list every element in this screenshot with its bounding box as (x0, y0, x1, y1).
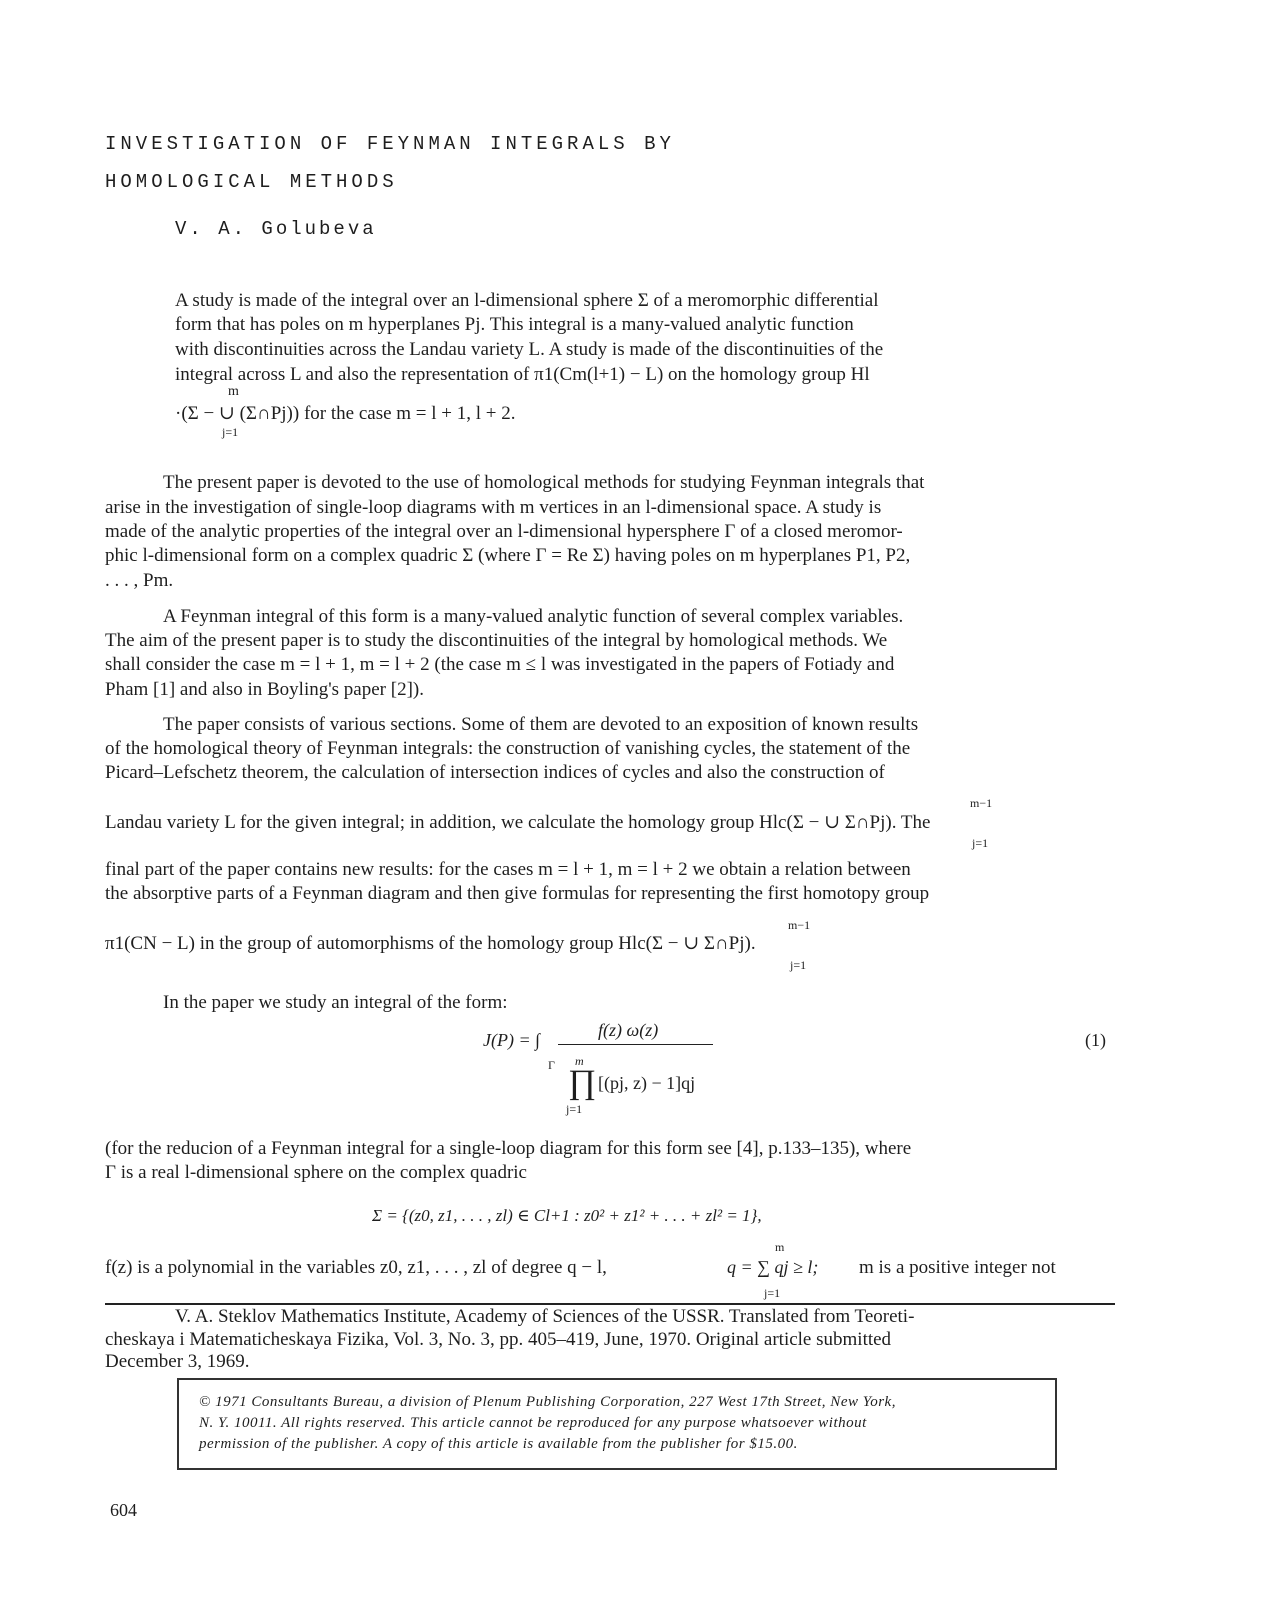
abstract-line-2: form that has poles on m hyperplanes Pj. This integral is a many-valued analytic function (175, 314, 854, 335)
body-line-19: Γ is a real l-dimensional sphere on the complex quadric (105, 1162, 527, 1183)
abstract-union-bottom: j=1 (222, 425, 239, 439)
body-line-8: shall consider the case m = l + 1, m = l + 2 (the case m ≤ l was investigated in the papers of Fotiady and (105, 654, 895, 675)
footnote-line-1: V. A. Steklov Mathematics Institute, Academy of Sciences of the USSR. Translated from Teoreti- (175, 1306, 915, 1327)
paper-title-line-1: INVESTIGATION OF FEYNMAN INTEGRALS BY (105, 133, 675, 155)
abstract-line-4: integral across L and also the representation of π1(Cm(l+1) − L) on the homology group Hl (175, 364, 870, 385)
body-line-12: Picard–Lefschetz theorem, the calculation of intersection indices of cycles and also the construction of (105, 762, 885, 783)
body-line-20: f(z) is a polynomial in the variables z0, z1, . . . , zl of degree q − l, (105, 1257, 607, 1278)
abstract-union-top: m (228, 384, 239, 399)
body-line-2: arise in the investigation of single-loop diagrams with m vertices in an l-dimensional space. A study is (105, 497, 882, 518)
author-name: V. A. Golubeva (175, 218, 377, 240)
abstract-line-1: A study is made of the integral over an l-dimensional sphere Σ of a meromorphic differential (175, 290, 879, 311)
quadric-equation: Σ = {(z0, z1, . . . , zl) ∈ Cl+1 : z0² + z1² + . . . + zl² = 1}, (372, 1206, 762, 1225)
equation-1-numerator: f(z) ω(z) (598, 1020, 659, 1040)
body-line-16: π1(CN − L) in the group of automorphisms of the homology group Hlc(Σ − ∪ Σ∩Pj). (105, 933, 756, 954)
body-line-11: of the homological theory of Feynman integrals: the construction of vanishing cycles, the statement of the (105, 738, 911, 759)
equation-1-denominator: [(pj, z) − 1]qj (598, 1073, 696, 1093)
copyright-line-1: © 1971 Consultants Bureau, a division of Plenum Publishing Corporation, 227 West 17th Street, New York, (199, 1394, 896, 1410)
copyright-notice (177, 1378, 1057, 1470)
body-line-15: the absorptive parts of a Feynman diagram and then give formulas for representing the first homotopy group (105, 883, 930, 904)
equation-1-gamma: Γ (548, 1058, 555, 1072)
body-line-3: made of the analytic properties of the integral over an l-dimensional hypersphere Γ of a closed meromor- (105, 521, 903, 542)
footnote-line-2: cheskaya i Matematicheskaya Fizika, Vol. 3, No. 3, pp. 405–419, June, 1970. Original article submitted (105, 1329, 892, 1350)
body-line-9: Pham [1] and also in Boyling's paper [2]). (105, 679, 424, 700)
copyright-line-2: N. Y. 10011. All rights reserved. This article cannot be reproduced for any purpose whatsoever without (199, 1415, 867, 1431)
paper-title-line-2: HOMOLOGICAL METHODS (105, 171, 398, 193)
equation-number: (1) (1085, 1030, 1106, 1050)
body-line-10: The paper consists of various sections. Some of them are devoted to an exposition of known results (163, 714, 919, 735)
equation-1-product-sign: ∏ (568, 1064, 596, 1101)
q-definition: q = ∑ qj ≥ l; (727, 1257, 819, 1277)
union-top-2: m−1 (788, 918, 811, 932)
q-sum-top: m (775, 1240, 785, 1254)
body-line-13: Landau variety L for the given integral; in addition, we calculate the homology group Hlc(Σ − ∪ Σ∩Pj). The (105, 812, 931, 833)
body-line-4: phic l-dimensional form on a complex quadric Σ (where Γ = Re Σ) having poles on m hyperplanes P1, P2, (105, 545, 911, 566)
equation-1-lhs: J(P) = ∫ (483, 1030, 541, 1050)
page-number: 604 (110, 1500, 137, 1520)
body-line-17: In the paper we study an integral of the form: (163, 992, 508, 1013)
union-bottom-2: j=1 (790, 958, 807, 972)
body-line-7: The aim of the present paper is to study the discontinuities of the integral by homological methods. We (105, 630, 888, 651)
equation-1-fraction-bar (558, 1044, 713, 1045)
union-top-1: m−1 (970, 796, 993, 810)
body-line-6: A Feynman integral of this form is a many-valued analytic function of several complex variables. (163, 606, 904, 627)
abstract-line-5: ·(Σ − ∪ (Σ∩Pj)) for the case m = l + 1, l + 2. (175, 403, 516, 424)
footnote-rule (105, 1303, 1115, 1305)
body-line-5: . . . , Pm. (105, 570, 174, 591)
body-line-21: m is a positive integer not (859, 1257, 1056, 1278)
equation-1-product-bottom: j=1 (566, 1102, 583, 1116)
abstract-line-3: with discontinuities across the Landau variety L. A study is made of the discontinuities of the (175, 339, 884, 360)
footnote-line-3: December 3, 1969. (105, 1351, 250, 1372)
copyright-line-3: permission of the publisher. A copy of this article is available from the publisher for $15.00. (199, 1436, 798, 1452)
equation-1-product-top: m (575, 1054, 584, 1068)
body-line-14: final part of the paper contains new results: for the cases m = l + 1, m = l + 2 we obtain a relation between (105, 859, 911, 880)
body-line-1: The present paper is devoted to the use of homological methods for studying Feynman integrals that (163, 472, 925, 493)
body-line-18: (for the reducion of a Feynman integral for a single-loop diagram for this form see [4], p.133–135), where (105, 1138, 912, 1159)
union-bottom-1: j=1 (972, 836, 989, 850)
q-sum-bottom: j=1 (764, 1286, 781, 1300)
